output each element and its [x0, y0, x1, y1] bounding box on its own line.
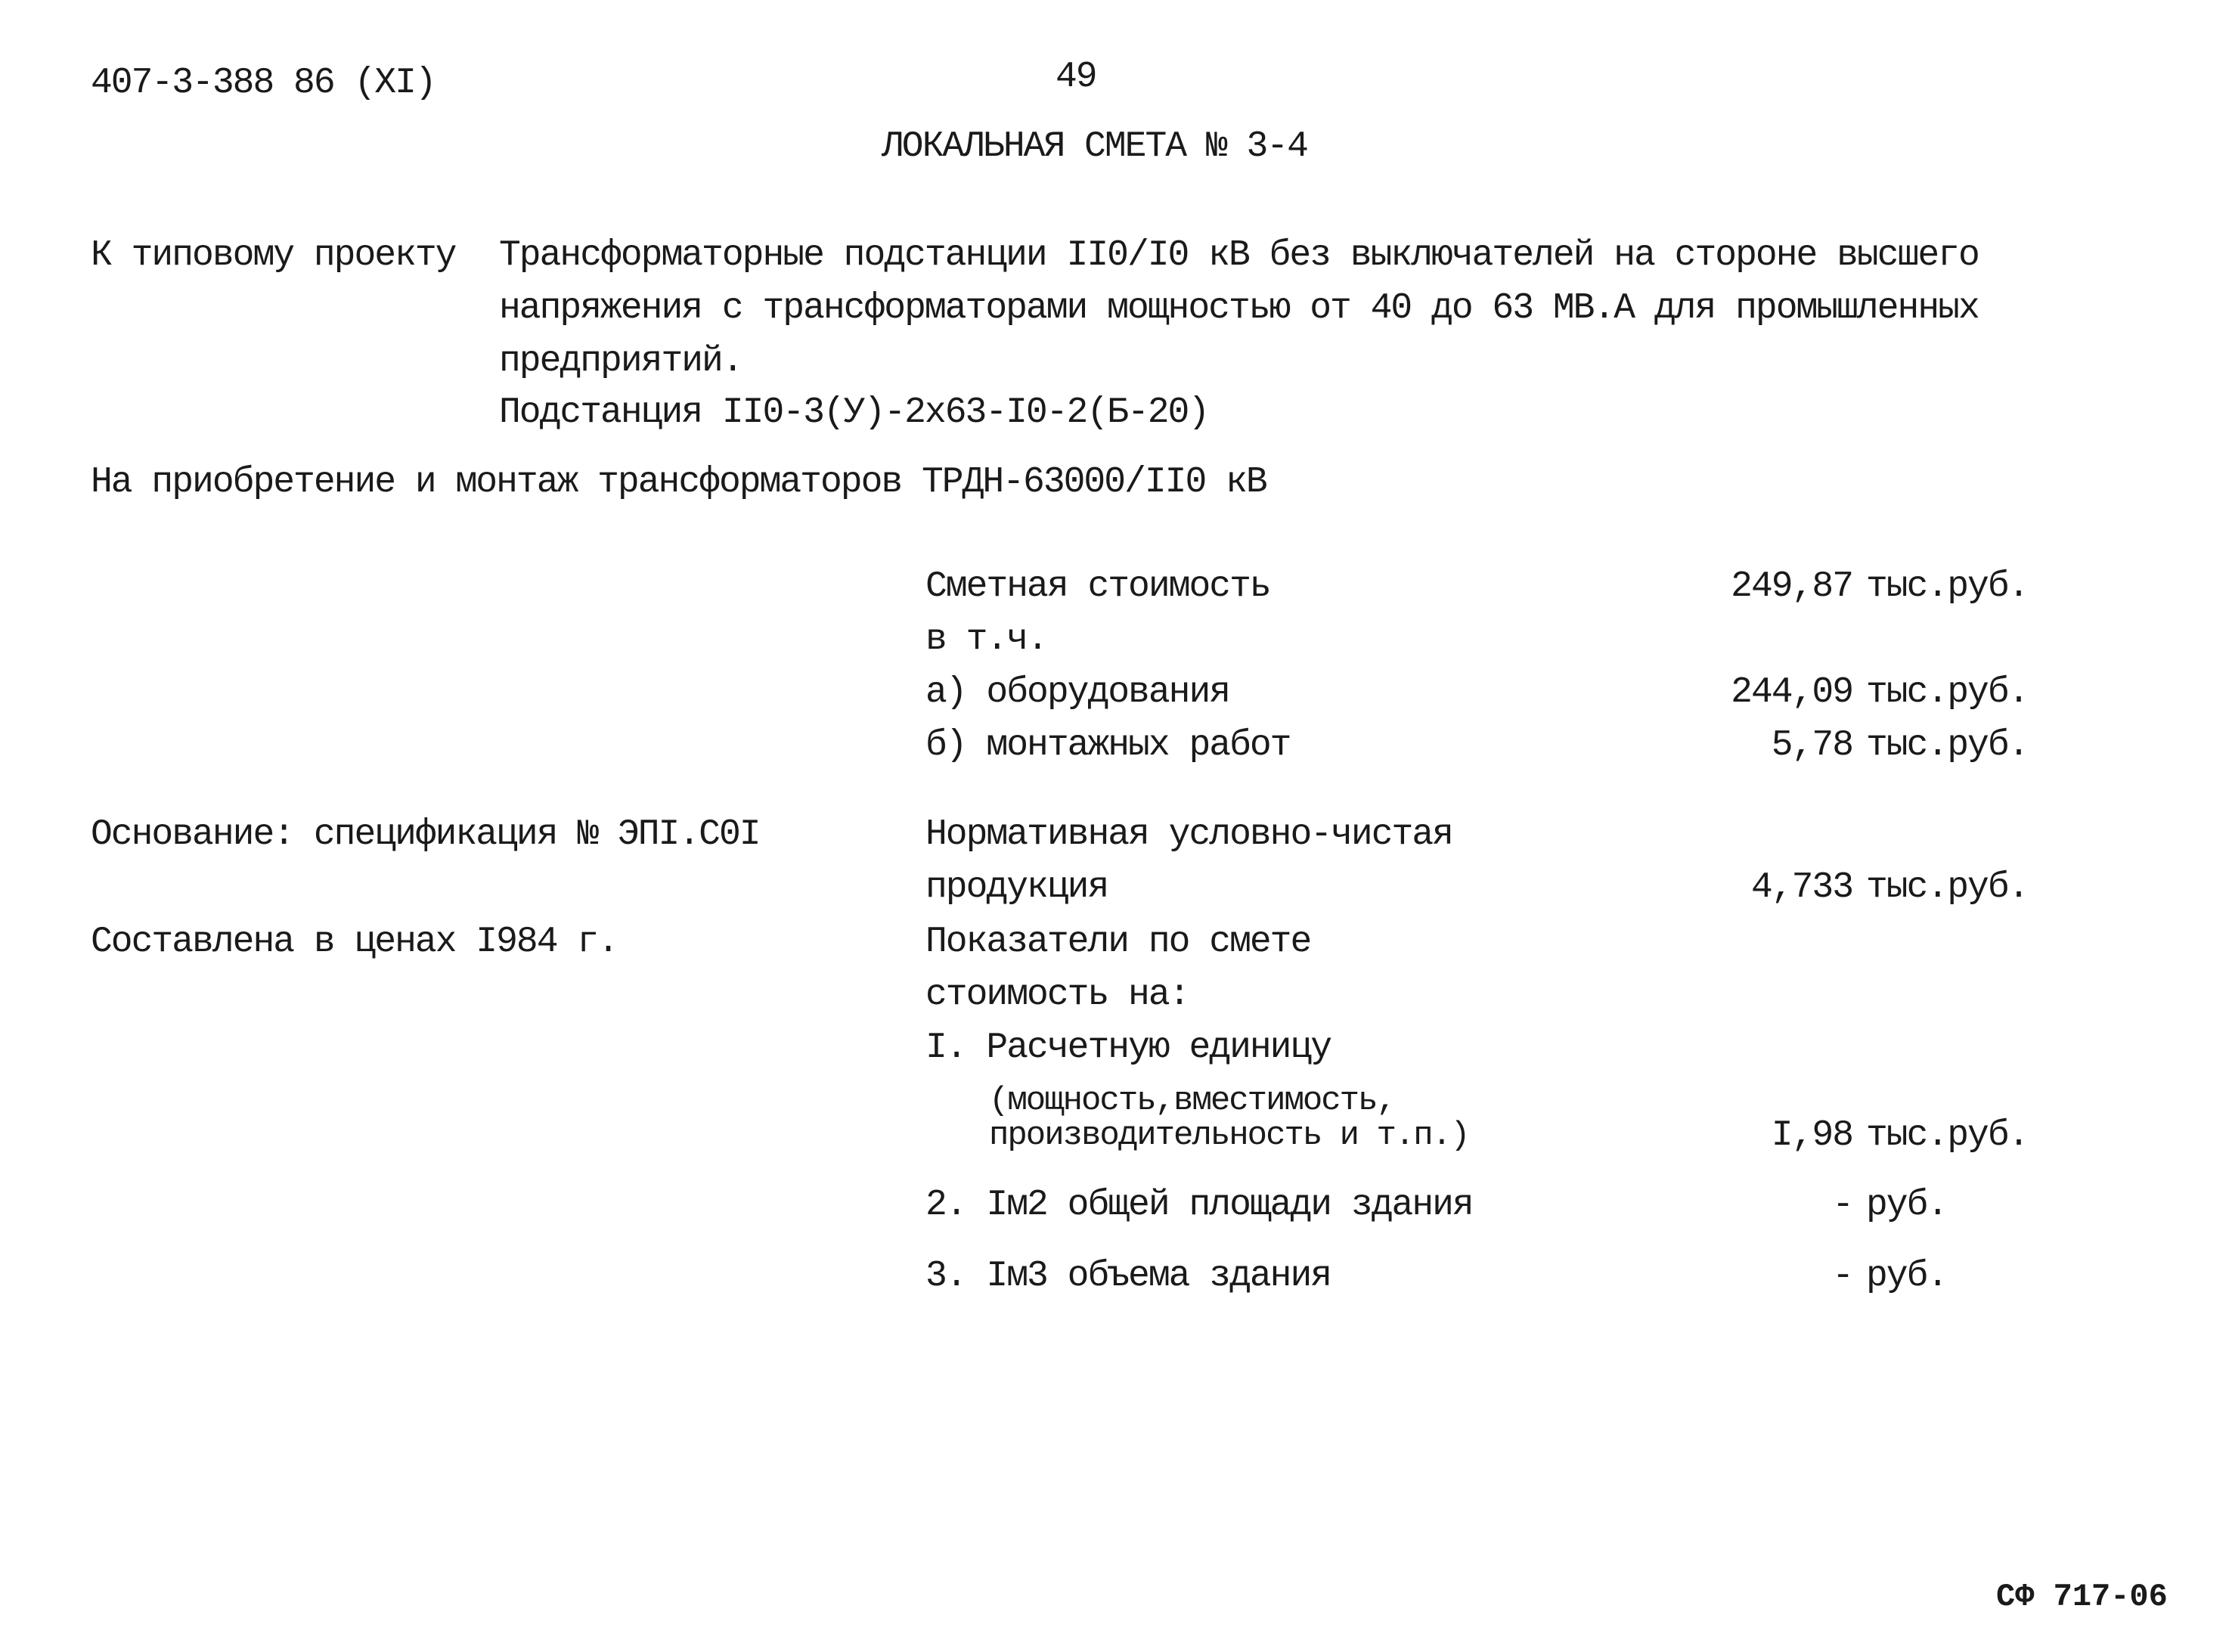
- estimated-cost-unit: тыс.руб.: [1866, 566, 2029, 607]
- including-label: в т.ч.: [925, 619, 1047, 660]
- unit-cost-sub-2: производительность и т.п.): [989, 1117, 1469, 1155]
- installation-unit: тыс.руб.: [1866, 725, 2029, 766]
- area-label: 2. Iм2 общей площади здания: [925, 1185, 1473, 1226]
- normative-label-line-1: Нормативная условно-чистая: [925, 814, 1452, 855]
- document-code: 407-3-388 86 (XI): [91, 63, 436, 104]
- project-line-2: напряжения с трансформаторами мощностью от 40 до 63 МВ.А для промышленных: [499, 288, 1979, 329]
- area-value: -: [1832, 1185, 1852, 1226]
- volume-label: 3. Iм3 объема здания: [925, 1256, 1331, 1297]
- equipment-unit: тыс.руб.: [1866, 672, 2029, 713]
- indicators-line-2: стоимость на:: [925, 975, 1189, 1015]
- installation-label: б) монтажных работ: [925, 725, 1291, 766]
- unit-cost-sub-1: (мощность,вместимость,: [989, 1082, 1395, 1120]
- normative-label-line-2: продукция: [925, 867, 1108, 908]
- project-line-3: предприятий.: [499, 341, 742, 382]
- normative-value: 4,733: [1750, 867, 1852, 908]
- installation-value: 5,78: [1771, 725, 1852, 766]
- purpose-line: На приобретение и монтаж трансформаторов ТРДН-63000/II0 кВ: [91, 462, 1266, 503]
- equipment-label: а) оборудования: [925, 672, 1230, 713]
- basis-line: Основание: спецификация № ЭПI.C0I: [91, 814, 760, 855]
- unit-cost-label: I. Расчетную единицу: [925, 1027, 1331, 1068]
- page-number: 49: [1056, 57, 1096, 98]
- area-unit: руб.: [1866, 1185, 1948, 1226]
- prices-line: Составлена в ценах I984 г.: [91, 922, 618, 962]
- normative-unit: тыс.руб.: [1866, 867, 2029, 908]
- page-title: ЛОКАЛЬНАЯ СМЕТА № 3-4: [882, 126, 1307, 167]
- unit-cost-unit: тыс.руб.: [1866, 1115, 2029, 1156]
- unit-cost-value: I,98: [1771, 1115, 1852, 1156]
- footer-stamp: СФ 717-06: [1996, 1579, 2168, 1615]
- estimated-cost-label: Сметная стоимость: [925, 566, 1270, 607]
- equipment-value: 244,09: [1731, 672, 1852, 713]
- estimated-cost-value: 249,87: [1731, 566, 1852, 607]
- project-line-4: Подстанция II0-3(У)-2х63-I0-2(Б-20): [499, 392, 1209, 433]
- volume-value: -: [1832, 1256, 1852, 1297]
- volume-unit: руб.: [1866, 1256, 1948, 1297]
- project-label: К типовому проекту: [91, 235, 456, 276]
- project-line-1: Трансформаторные подстанции II0/I0 кВ без выключателей на стороне высшего: [499, 235, 1979, 276]
- indicators-line-1: Показатели по смете: [925, 922, 1311, 962]
